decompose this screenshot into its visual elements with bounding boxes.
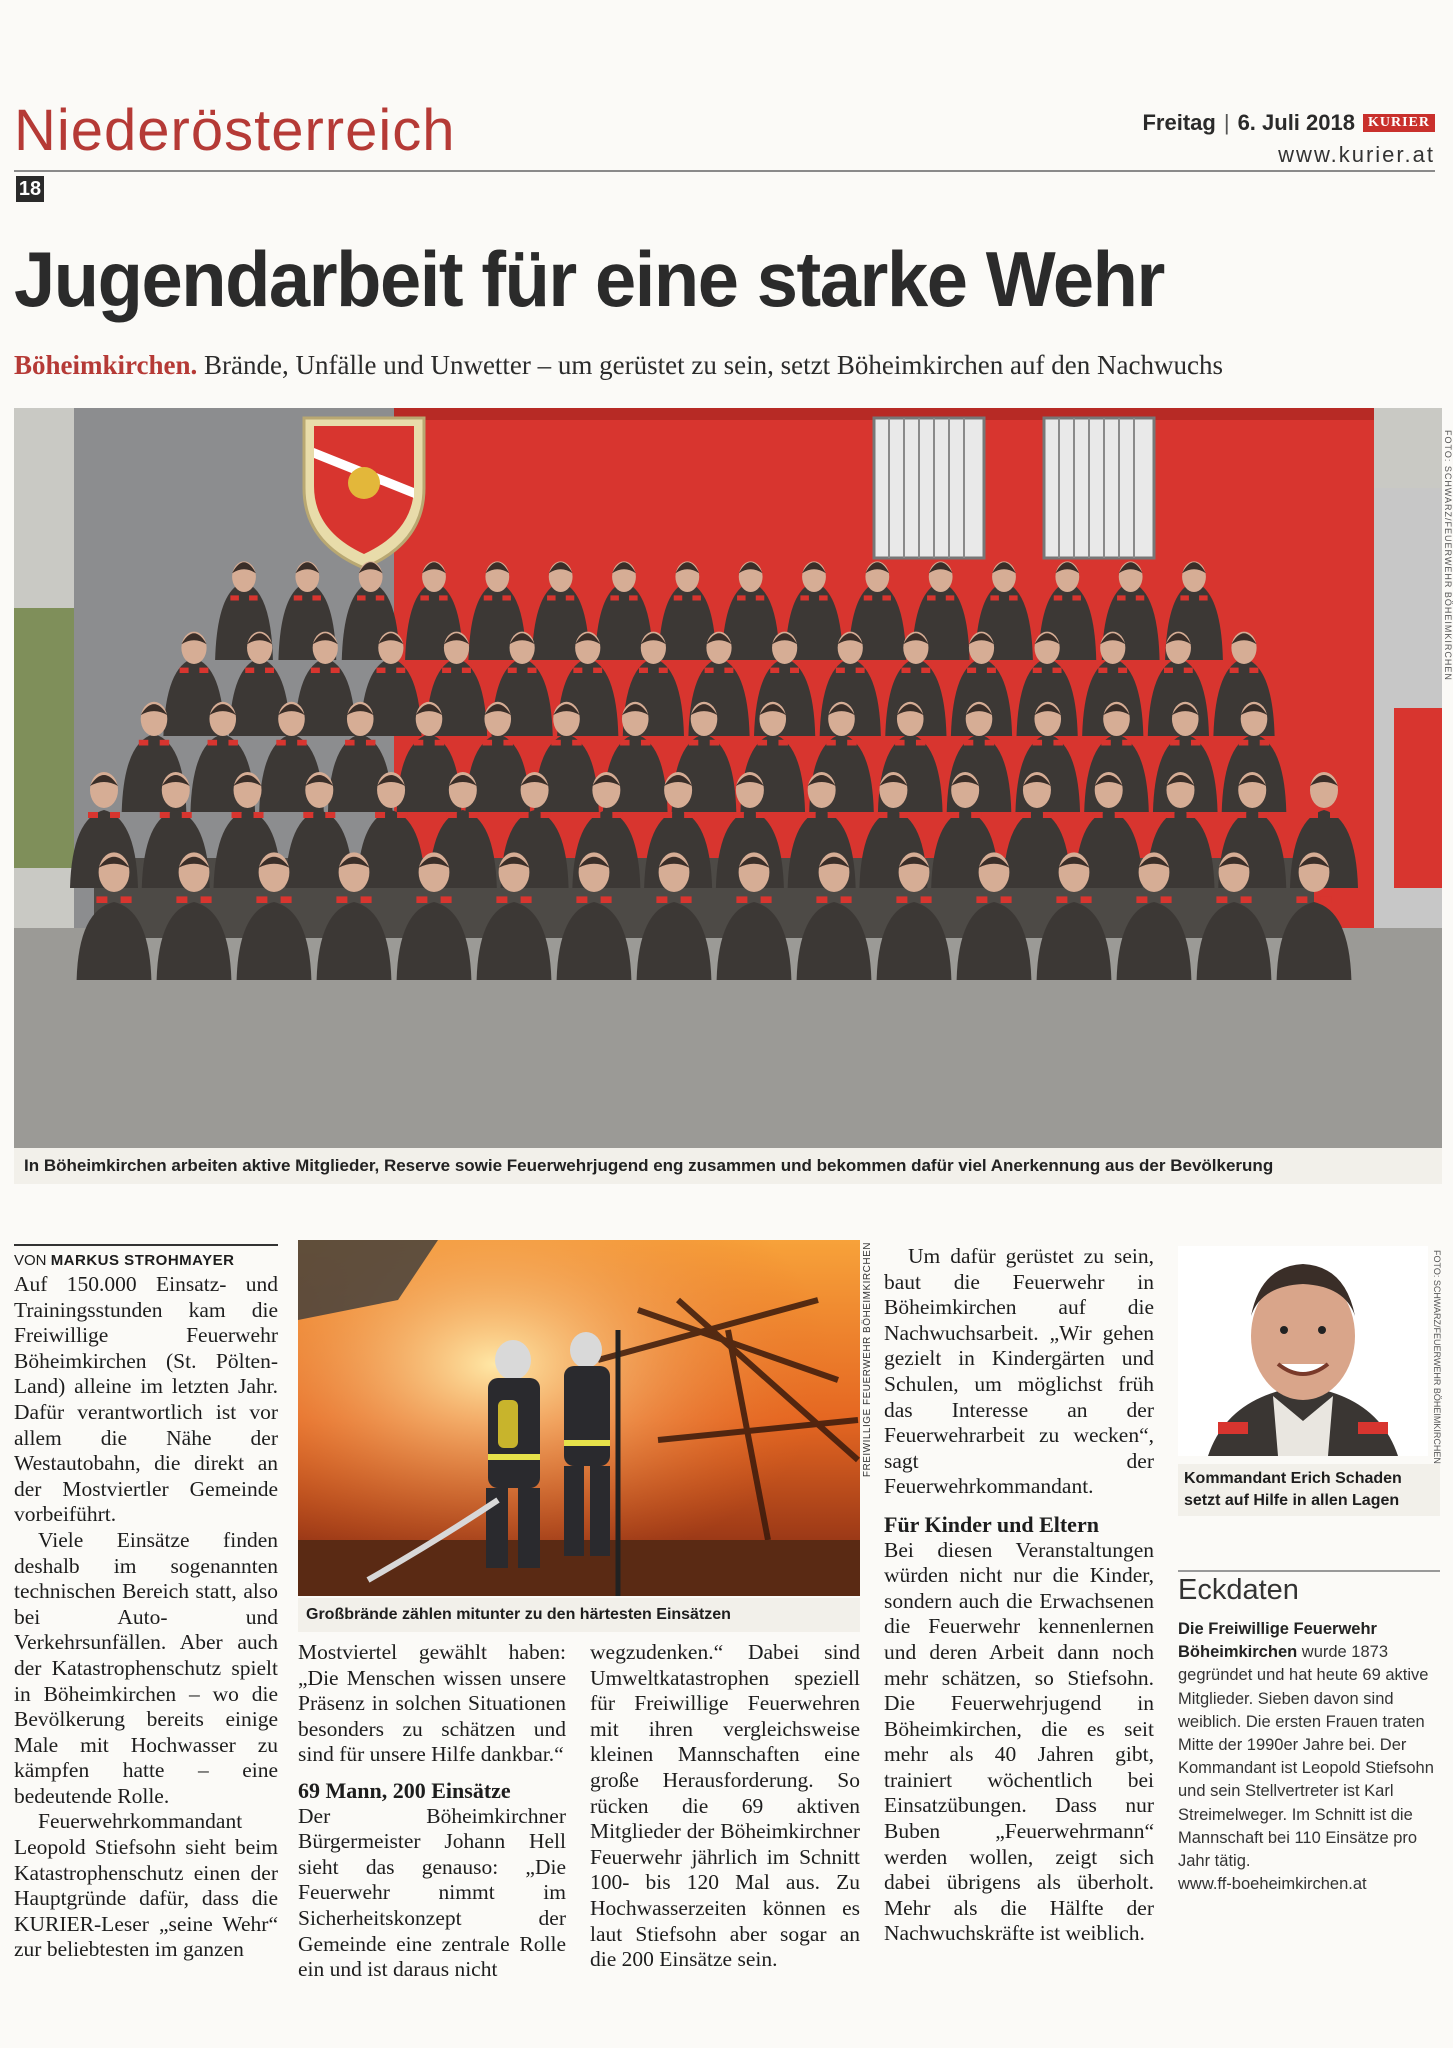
eckdaten-rule (1178, 1570, 1440, 1572)
paragraph: Um dafür gerüstet zu sein, baut die Feuerwehr in Böheimkirchen auf die Nachwuchsarbeit. „Wir gehen gezielt in Kindergärten und Schulen, um möglichst früh das Interesse an der Feuerwehrarbeit zu wecken“, sagt der Feuerwehrkommandant. (884, 1244, 1154, 1499)
photo-caption: In Böheimkirchen arbeiten aktive Mitglieder, Reserve sowie Feuerwehrjugend eng zusammen und bekommen dafür viel Anerkennung aus der Bevölkerung (14, 1148, 1442, 1184)
fire-photo (298, 1240, 860, 1596)
subheading: 69 Mann, 200 Einsätze (298, 1777, 511, 1803)
paragraph: Der Böheimkirchner Bürgermeister Johann Hell sieht das genauso: „Die Feuerwehr nimmt im Sicherheitskonzept der Gemeinde eine zentrale Rolle ein und ist daraus nicht (298, 1803, 566, 1982)
body-column-4 (884, 1244, 1154, 1947)
body-column-3 (590, 1640, 860, 1973)
paragraph: Auf 150.000 Einsatz- und Trainingsstunden kam die Freiwillige Feuerwehr Böheimkirchen (St. Pölten-Land) alleine im letzten Jahr. Dafür verantwortlich ist vor allem die Nähe der Westautobahn, die direkt an der Mostviertler Gemeinde vorbeiführt. (14, 1272, 278, 1527)
paragraph: Feuerwehrkommandant Leopold Stiefsohn sieht beim Katastrophenschutz einen der Hauptgründe dafür, dass die KURIER-Leser „seine Wehr“ zur beliebtesten im ganzen (14, 1809, 278, 1962)
eckdaten-lead: Die Freiwillige Feuerwehr Böheimkirchen (1178, 1620, 1377, 1662)
body-column-2 (298, 1640, 566, 1983)
eckdaten-text (1178, 1618, 1440, 1896)
photo-credit: FOTO: SCHWARZ/FEUERWEHR BÖHEIMKIRCHEN (1443, 430, 1453, 681)
portrait-credit: FOTO: SCHWARZ/FEUERWEHR BÖHEIMKIRCHEN (1432, 1250, 1442, 1464)
paragraph: wegzudenken.“ Dabei sind Umweltkatastrophen speziell für Freiwillige Feuerwehren mit ihren vergleichsweise kleinen Mannschaften eine große Herausforderung. So rücken die 69 aktiven Mitglieder der Böheimkirchner Feuerwehr jährlich im Schnitt 100- bis 120 Mal aus. Zu Hochwasserzeiten können es laut Stiefsohn aber sogar an die 200 Einsätze sein. (590, 1640, 860, 1972)
portrait-caption: Kommandant Erich Schaden setzt auf Hilfe in allen Lagen (1178, 1464, 1440, 1516)
dateline-place: Böheimkirchen. (14, 350, 198, 380)
body-column-1 (14, 1272, 278, 1963)
paragraph: Viele Einsätze finden deshalb im sogenannten technischen Bereich statt, also bei Auto- und Verkehrsunfällen. Aber auch der Katastrophenschutz spielt in Böheimkirchen – wo die Bevölkerung bereits einige Male mit Hochwasser zu kämpfen hatte – eine bedeutende Rolle. (14, 1527, 278, 1808)
fire-photo-caption: Großbrände zählen mitunter zu den härtesten Einsätzen (298, 1598, 860, 1632)
byline-name: MARKUS STROHMAYER (50, 1252, 235, 1269)
eckdaten-url: www.ff-boeheimkirchen.at (1178, 1875, 1367, 1894)
weekday: Freitag (1142, 110, 1216, 135)
section-title: Niederösterreich (14, 98, 456, 163)
subheadline (14, 352, 1223, 379)
byline-prefix: VON (14, 1252, 51, 1269)
group-photo (14, 408, 1442, 1148)
headline: Jugendarbeit für eine starke Wehr (14, 235, 1164, 323)
date-line (1142, 110, 1435, 136)
page-number: 18 (16, 176, 44, 202)
byline (14, 1244, 278, 1269)
header-rule (14, 170, 1435, 172)
fire-photo-credit: FREIWILLIGE FEUERWEHR BÖHEIMKIRCHEN (862, 1242, 873, 1478)
paragraph: Bei diesen Veranstaltungen würden nicht nur die Kinder, sondern auch die Erwachsenen die Feuerwehr kennenlernen und deren Arbeit dann noch mehr schätzen, so Stiefsohn. Die Feuerwehrjugend in Böheimkirchen, die es seit mehr als 40 Jahren gibt, trainiert wöchentlich bei Einsatzübungen. Dass nur Buben „Feuerwehrmann“ werden wollen, zeigt sich dabei übrigens als überholt. Mehr als die Hälfte der Nachwuchskräfte ist weiblich. (884, 1537, 1154, 1946)
paragraph: Mostviertel gewählt haben: „Die Menschen wissen unsere Präsenz in solchen Situationen besonders zu schätzen und sind für unsere Hilfe dankbar.“ (298, 1640, 566, 1767)
portrait-photo (1178, 1246, 1428, 1456)
date-separator: | (1223, 110, 1230, 135)
subheading: Für Kinder und Eltern (884, 1511, 1099, 1537)
kurier-logo: KURIER (1363, 114, 1435, 132)
eckdaten-body: wurde 1873 gegründet und hat heute 69 aktive Mitglieder. Sieben davon sind weiblich. Die ersten Frauen traten Mitte der 1990er Jahre bei. Der Kommandant ist Leopold Stiefsohn und sein Stellvertreter ist Karl Streimelweger. Im Schnitt ist die Mannschaft bei 110 Einsätze pro Jahr tätig. (1178, 1643, 1434, 1871)
eckdaten-title: Eckdaten (1178, 1574, 1299, 1606)
subheadline-text: Brände, Unfälle und Unwetter – um gerüstet zu sein, setzt Böheimkirchen auf den Nachwuchs (197, 350, 1223, 380)
date: 6. Juli 2018 (1237, 110, 1355, 135)
website: www.kurier.at (1278, 142, 1435, 167)
